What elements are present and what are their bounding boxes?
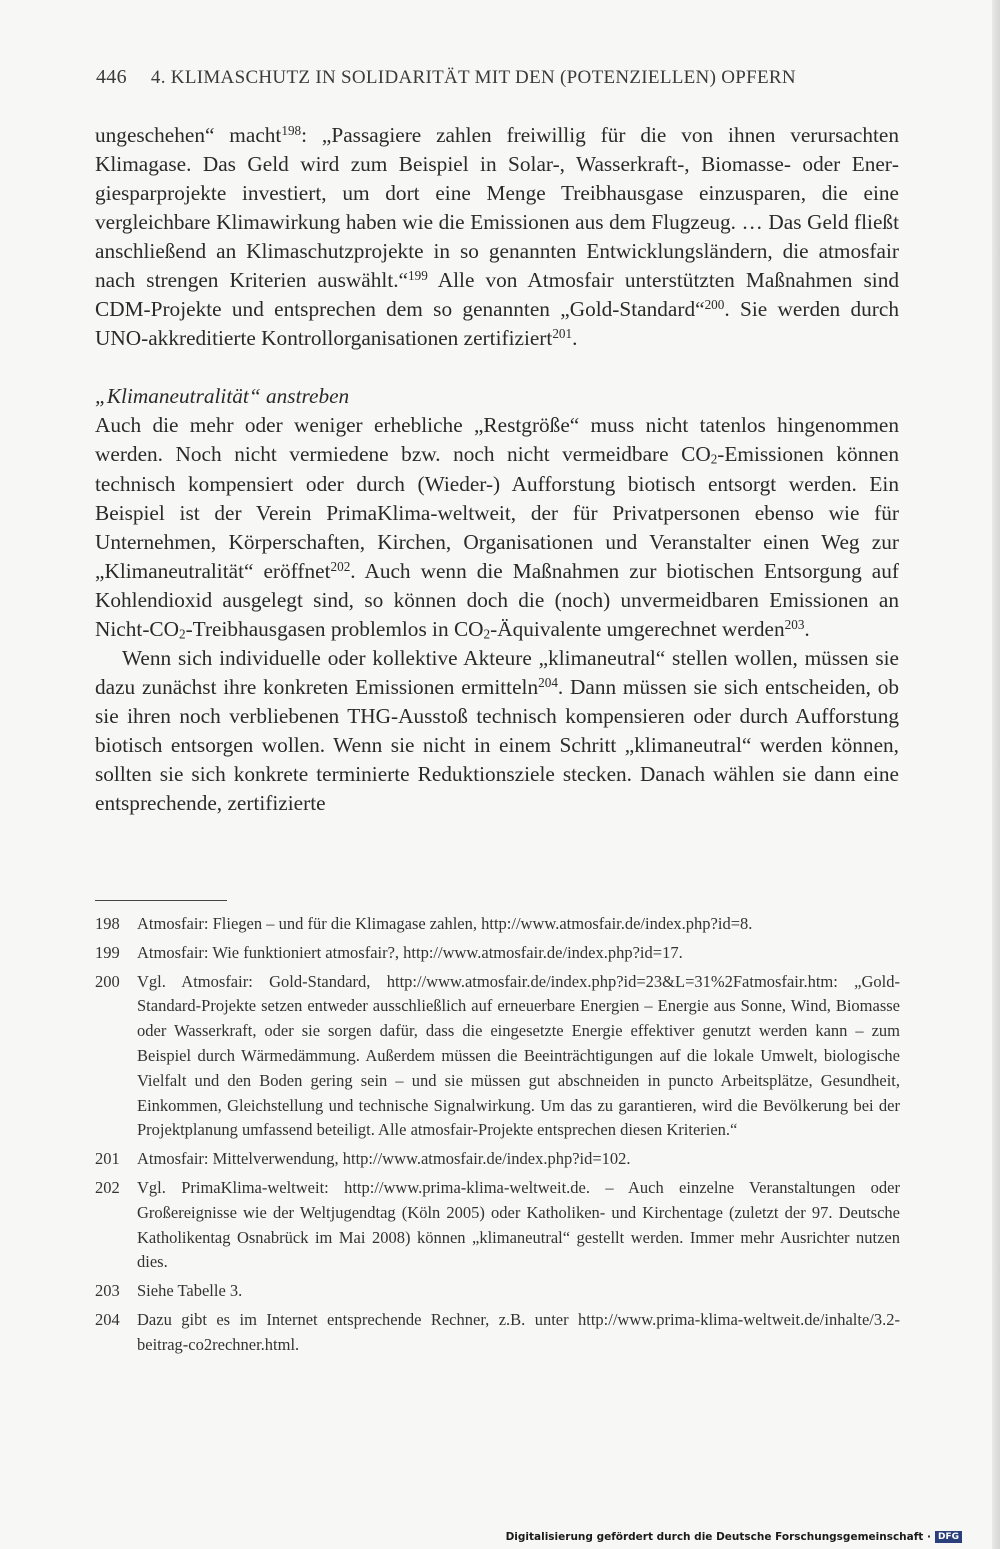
page-number: 446 bbox=[96, 66, 127, 88]
text-run: . Dann müssen sie sich entscheiden, ob sie ihren noch verbliebenen THG-Ausstoß technisch kompensieren oder durch Aufforstung biotisch entsorgen wollen. Wenn sie nicht in einem Schritt „klimaneutral“ werden können, sollten sie sich konkrete terminierte Reduktionsziele stecken. Danach wählen sie dann eine entsprechende, zertifizierte bbox=[95, 674, 900, 816]
footnote bbox=[95, 1176, 900, 1275]
footnote-text: Siehe Tabelle 3. bbox=[137, 1281, 243, 1301]
footnote-text: Vgl. PrimaKlima-weltweit: http://www.prima-klima-weltweit.de. – Auch einzelne Veranstaltungen oder Großereignisse wie der Weltjugendtag (Köln 2005) oder Katholiken- und Kirchentage (zuletzt der 97. Deutsche Katholikentag Osnabrück im Mai 2008) können „klimaneutral“ gestellt werden. Immer mehr Ausrichter nutzen dies. bbox=[137, 1177, 900, 1272]
footnote-number: 198 bbox=[95, 914, 120, 933]
subscript: 2 bbox=[483, 626, 491, 642]
text-run: . bbox=[572, 326, 578, 351]
footnote-separator bbox=[95, 900, 227, 901]
paragraph bbox=[95, 121, 899, 353]
paragraph bbox=[95, 644, 899, 818]
subscript: 2 bbox=[179, 626, 186, 642]
scan-page-edge bbox=[992, 0, 1000, 1549]
footnote-ref-198: 198 bbox=[281, 122, 302, 138]
footnote bbox=[95, 941, 900, 966]
main-text bbox=[95, 121, 899, 818]
footnotes bbox=[95, 912, 900, 1362]
footnote bbox=[95, 1308, 900, 1358]
footnote-ref-204: 204 bbox=[538, 674, 558, 690]
footnote-number: 201 bbox=[95, 1149, 120, 1169]
subscript: 2 bbox=[710, 452, 718, 468]
digitization-text: Digitalisierung gefördert durch die Deutsche Forschungsgemeinschaft · bbox=[505, 1531, 931, 1543]
text-run: Wenn sich individuelle oder kollektive Akteure „klimaneutral“ stellen wollen, müssen sie dazu zunächst ihre konkreten Emissionen ermitteln bbox=[95, 645, 899, 699]
footnote-text: Atmosfair: Mittelverwendung, http://www.atmosfair.de/index.php?id=102. bbox=[137, 1149, 631, 1169]
footnote bbox=[95, 912, 900, 937]
footnote-text: Atmosfair: Fliegen – und für die Klimagase zahlen, http://www.atmosfair.de/index.php?id=8. bbox=[137, 914, 753, 933]
text-run: -Emissionen können technisch kompensiert oder durch (Wieder-) Aufforstung biotisch entsorgt werden. Ein Beispiel ist der Verein PrimaKlima-weltweit, der für Privatpersonen ebenso wie für Unternehmen, Körperschaften, Kirchen, Organisationen und Veranstalter einen Weg zur „Klimaneutralität“ eröffnet bbox=[95, 442, 899, 583]
footnote-ref-201: 201 bbox=[552, 326, 573, 342]
footnote-number: 200 bbox=[95, 971, 120, 991]
digitization-note bbox=[506, 1531, 962, 1543]
footnote bbox=[95, 1147, 900, 1172]
footnote-text: Vgl. Atmosfair: Gold-Standard, http://www.atmosfair.de/index.php?id=23&L=31%2Fatmosfair.htm: „Gold-Standard-Projekte setzen entweder ausschließlich auf erneuerbare Energien – Energie aus Sonne, Wind, Biomasse oder Wasserkraft, oder sie sorgen dafür, dass die eingesetzte Energie effektiver genutzt werden kann – zum Beispiel durch Wärmedämmung. Außerdem müssen die Beeinträchtigungen auf die lokale Umwelt, biologische Vielfalt und den Boden gering sein – und sie müssen gut abschneiden in puncto Arbeitsplätze, Gesundheit, Einkommen, Gleichstellung und technische Signalwirkung. Um das zu garantieren, wird die Bevölkerung bei der Projektplanung umfassend beteiligt. Alle atmosfair-Projekte entsprechen diesen Kriterien.“ bbox=[137, 971, 900, 1140]
footnote-number: 199 bbox=[95, 942, 120, 962]
footnote-number: 204 bbox=[95, 1309, 120, 1329]
section-heading: „Klimaneutralität“ anstreben bbox=[95, 384, 350, 409]
footnote-ref-200: 200 bbox=[704, 297, 725, 313]
text-run: . Auch wenn die Maßnahmen zur biotischen Entsorgung auf Kohlendioxid ausgelegt sind, so können doch die (noch) unvermeidbaren Emissionen an Nicht-CO bbox=[95, 558, 899, 641]
footnote-number: 202 bbox=[95, 1177, 120, 1197]
footnote bbox=[95, 1279, 900, 1304]
running-title: 4. KLIMASCHUTZ IN SOLIDARITÄT MIT DEN (POTENZIELLEN) OPFERN bbox=[150, 67, 796, 88]
text-run: : „Passagiere zahlen freiwillig für die von ihnen verursachten Klimagase. Das Geld wird zum Beispiel in Solar-, Wasserkraft-, Biomasse- oder Energiesparprojekte investiert, um dort eine Menge Treibhausgase einzusparen, die eine vergleichbare Klimawirkung haben wie die Emissionen aus dem Flugzeug. … Das Geld fließt anschließend an Klimaschutzprojekte in so genannten Entwicklungsländern, die atmosfair nach strengen Kriterien auswählt.“ bbox=[95, 123, 899, 293]
footnote-ref-203: 203 bbox=[784, 616, 805, 632]
text-run: . Sie werden durch UNO-akkreditierte Kontrollorganisationen zertifiziert bbox=[95, 297, 899, 351]
text-run: . bbox=[804, 616, 810, 641]
text-run: -Treibhausgasen problemlos in CO bbox=[185, 616, 484, 641]
text-run: -Äquivalente umgerechnet werden bbox=[490, 616, 785, 641]
footnote-ref-202: 202 bbox=[330, 558, 351, 574]
footnote bbox=[95, 970, 900, 1144]
footnote-text: Atmosfair: Wie funktioniert atmosfair?, http://www.atmosfair.de/index.php?id=17. bbox=[137, 942, 683, 962]
text-run: Alle von Atmosfair unterstützten Maßnahmen sind CDM-Projekte und entsprechen dem so genannten „Gold-Standard“ bbox=[95, 268, 899, 322]
footnote-ref-199: 199 bbox=[408, 267, 428, 283]
running-header bbox=[96, 66, 896, 89]
text-run: Auch die mehr oder weniger erhebliche „Restgröße“ muss nicht tatenlos hingenommen werden. Noch nicht vermiedene bzw. noch nicht vermeidbare CO bbox=[95, 413, 899, 467]
dfg-logo: DFG bbox=[935, 1531, 962, 1543]
footnote-text: Dazu gibt es im Internet entsprechende Rechner, z.B. unter http://www.prima-klima-weltweit.de/inhalte/3.2-beitrag-co2rechner.html. bbox=[137, 1309, 900, 1354]
paragraph bbox=[95, 411, 899, 643]
footnote-number: 203 bbox=[95, 1281, 120, 1301]
text-run: ungeschehen“ macht bbox=[95, 123, 282, 147]
